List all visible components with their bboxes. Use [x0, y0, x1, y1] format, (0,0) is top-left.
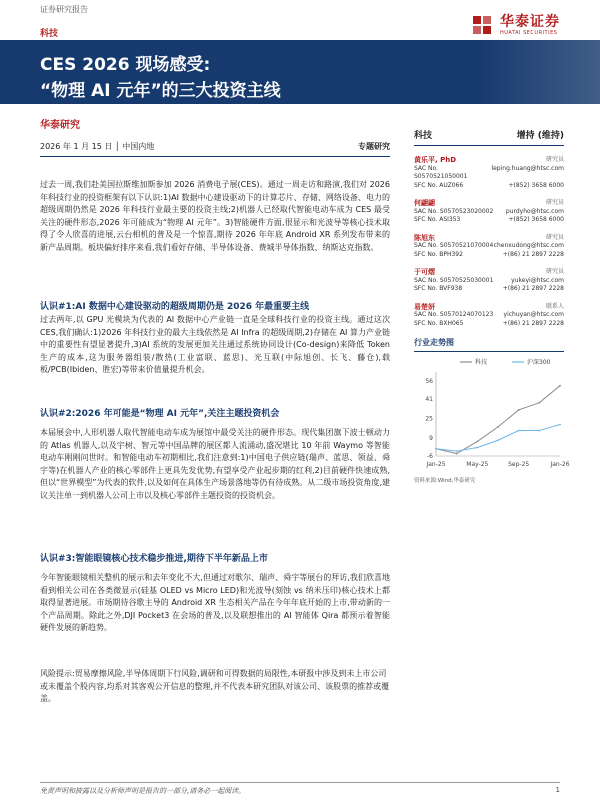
analyst-role: 研究员	[545, 233, 564, 241]
series-point	[476, 447, 478, 449]
page-number: 1	[555, 786, 560, 794]
analyst-email[interactable]: chenxudong@htsc.com	[493, 242, 564, 249]
analyst-sfc: SFC No. AUZ066	[414, 181, 464, 189]
x-tick-label: May-25	[466, 461, 489, 468]
analyst-sac: SAC No. S0570523020002	[414, 207, 494, 215]
y-tick-label: 25	[425, 415, 433, 423]
logo-mark-icon	[471, 14, 495, 36]
analyst-phone: +(852) 3658 6000	[508, 181, 564, 189]
series-line-csi300	[436, 424, 560, 451]
series-point	[456, 453, 458, 455]
series-point	[518, 409, 520, 411]
department-label: 华泰研究	[40, 120, 80, 131]
series-point	[497, 439, 499, 441]
analyst-card	[414, 156, 564, 190]
analyst-phone: +(86) 21 2897 2228	[502, 285, 564, 292]
series-point	[435, 448, 437, 450]
x-tick-label: Jan-25	[426, 461, 446, 468]
analyst-role: 联系人	[545, 302, 564, 310]
analyst-phone: +(86) 21 2897 2228	[502, 319, 564, 327]
series-point	[538, 402, 540, 404]
analyst-name: 何翩翩	[414, 199, 435, 207]
trend-chart-svg	[414, 356, 570, 474]
report-kind: 专题研究	[358, 142, 390, 151]
analyst-sfc: SFC No. ASI353	[414, 216, 461, 223]
side-column	[414, 116, 570, 484]
main-column	[40, 116, 390, 706]
chart-source: 资料来源:Wind,华泰研究	[414, 478, 476, 484]
report-title-line2: “物理 AI 元年”的三大投资主线	[40, 81, 281, 101]
analyst-name: 于可熠	[414, 268, 435, 276]
y-tick-label: 56	[425, 377, 433, 385]
series-line-tech	[436, 386, 560, 454]
analyst-sac: SAC No. S0570521070004	[414, 242, 494, 249]
analyst-card	[414, 234, 564, 260]
y-tick-label: 41	[425, 396, 433, 404]
rating-sector: 科技	[414, 131, 433, 141]
logo-english-name: HUATAI SECURITIES	[500, 30, 558, 36]
analyst-phone: +(852) 3658 6000	[508, 216, 564, 223]
analyst-role: 研究员	[545, 156, 564, 163]
analyst-name: 黄乐平, PhD	[414, 156, 457, 164]
trend-chart-title: 行业走势图	[414, 337, 564, 352]
analyst-email[interactable]: yukeyi@htsc.com	[511, 276, 564, 284]
analyst-email[interactable]: leping.huang@htsc.com	[491, 164, 564, 172]
title-band	[0, 40, 600, 104]
analyst-email[interactable]: purdyho@htsc.com	[505, 207, 564, 215]
insight-3-paragraph: 今年智能眼镜相关整机的展示和去年变化不大,但通过对歌尔、瑞声、舜宇等展台的拜访,我们欣喜地看到相关公司在各类微显示(硅基 OLED vs Micro LED)和光波导(刻蚀 vs 纳米压印)核心技术上都取得显著进展。市场期待谷歌主导的 Android XR 生态相关产品在今年年底开始的上市,带动新的一个产品周期。除此之外,DJI Pocket3 在会场的普及,以及联想推出的 AI 智能体 Qira 都预示着智能硬件发展的新趋势。	[40, 573, 390, 632]
insight-2-paragraph: 本届展会中,人形机器人取代智能电动车成为展馆中最受关注的硬件形态。现代集团旗下波士顿动力的 Atlas 机器人,以及宇树、智元等中国品牌的展区都人流涌动,盛况堪比 10 年前 Waymo 等智能电动车刚刚问世时。和智能电动车初期相比,我们注意到:1)中国电子供应链(瑞声、蓝思、领益、舜宇等)在机器人产业的核心零部件上更具先发优势,有望享受产业起步期的红利,2)目前硬件快速成熟,但以“世界模型”为代表的软件,以及如何在具体生产场景落地等仍有待成熟。从二级市场投资角度,建议关注单一到机器人公司上市以及核心零部件主题投资的投资机会。	[40, 428, 390, 500]
date-location: 2026 年 1 月 15 日 │ 中国内地	[40, 142, 155, 151]
insight-1-paragraph: 过去两年,以 GPU 光模块为代表的 AI 数据中心产业链一直是全球科技行业的投资主线。通过这次 CES,我们确认:1)2026 年科技行业的最大主线依然是 AI Infra 的超级周期,2)存储在 AI 算力产业链中的重要性有望显著提升,3)AI 系统的发展更加关注通过系统协同设计(Co-design)来降低 Token 生产的成本,这为服务器组装/散热(工业富联、蓝思)、光互联(中际旭创、长飞、藤仓),载板/PCB(Ibiden、胜宏)等带来价值量提升机会。	[40, 315, 390, 374]
series-point	[559, 424, 561, 426]
analyst-card	[414, 268, 564, 294]
logo-chinese-name: 华泰证券	[500, 14, 560, 30]
insight-3-heading: 认识#3:智能眼镜核心技术稳步推进,期待下半年新品上市	[40, 554, 268, 564]
legend-label: 沪深300	[527, 359, 551, 366]
series-point	[456, 450, 458, 452]
series-point	[538, 430, 540, 432]
analyst-sac: SAC No. S0570521050001	[414, 164, 468, 180]
analyst-role: 研究员	[545, 199, 564, 206]
report-title-line1: CES 2026 现场感受:	[40, 55, 211, 75]
legend-label: 科技	[475, 359, 488, 366]
footer-disclaimer: 免责声明和披露以及分析师声明是报告的一部分,请务必一起阅读。	[40, 787, 246, 795]
analyst-sfc: SFC No. BXH065	[414, 319, 464, 327]
x-tick-label: Jan-26	[550, 461, 570, 468]
analyst-name: 易楚妍	[414, 302, 435, 311]
sector-tag: 科技	[40, 29, 59, 39]
analyst-sfc: SFC No. BVF938	[414, 285, 463, 292]
series-point	[559, 385, 561, 387]
risk-warning: 风险提示:贸易摩擦风险,半导体周期下行风险,调研和可得数据的局限性,本研报中涉及到未上市公司或未覆盖个股内容,均系对其客观公开信息的整理,并不代表本研究团队对该公司、该股票的推荐或覆盖。	[40, 669, 390, 703]
analyst-card	[414, 303, 564, 329]
series-point	[476, 441, 478, 443]
company-logo	[471, 14, 560, 36]
analyst-sfc: SFC No. BPH392	[414, 250, 463, 258]
analyst-phone: +(86) 21 2897 2228	[502, 250, 564, 258]
insight-2-heading: 认识#2:2026 年可能是“物理 AI 元年”,关注主题投资机会	[40, 409, 280, 419]
analyst-list	[414, 156, 564, 328]
analyst-role: 研究员	[545, 268, 564, 275]
y-tick-label: 9	[429, 434, 433, 442]
analyst-name: 陈旭东	[414, 233, 435, 242]
y-tick-label: -6	[427, 453, 433, 460]
trend-chart	[414, 356, 570, 474]
rating-value: 增持 (维持)	[516, 131, 564, 141]
analyst-sac: SAC No. S0570124070123	[414, 311, 494, 318]
series-point	[518, 430, 520, 432]
x-tick-label: Sep-25	[508, 461, 530, 468]
series-point	[497, 426, 499, 428]
report-type-label: 证券研究报告	[40, 5, 88, 14]
analyst-email[interactable]: yichuyan@htsc.com	[503, 311, 564, 318]
intro-paragraph: 过去一周,我们赴美国拉斯维加斯参加 2026 消费电子展(CES)。通过一周走访和路演,我们对 2026 年科技行业的投资框架有以下认识:1)AI 数据中心建设驱动下的计算芯片、存储、网络设备、电力的超级周期仍然是 2026 年科技行业最主要的投资主线;2)机器人已经取代智能电动车成为 CES 最受关注的硬件形态,2026 年可能成为“物理 AI 元年”。3)智能硬件方面,很显示和光波导等核心技术取得了令人欣喜的进展,云台相机的普及是一个惊喜,期待 2026 年年底 Android XR 系列发布带来的新产品周期。板块偏好排序来看,我们看好存储、半导体设备、费城半导体指数、纳斯达克指数。	[40, 180, 390, 252]
footer-divider	[40, 782, 560, 783]
analyst-sac: SAC No. S0570525030001	[414, 276, 494, 284]
analyst-card	[414, 199, 564, 225]
insight-1-heading: 认识#1:AI 数据中心建设驱动的超级周期仍是 2026 年最重要主线	[40, 302, 310, 312]
meta-row	[40, 141, 390, 157]
rating-bar	[414, 128, 564, 146]
